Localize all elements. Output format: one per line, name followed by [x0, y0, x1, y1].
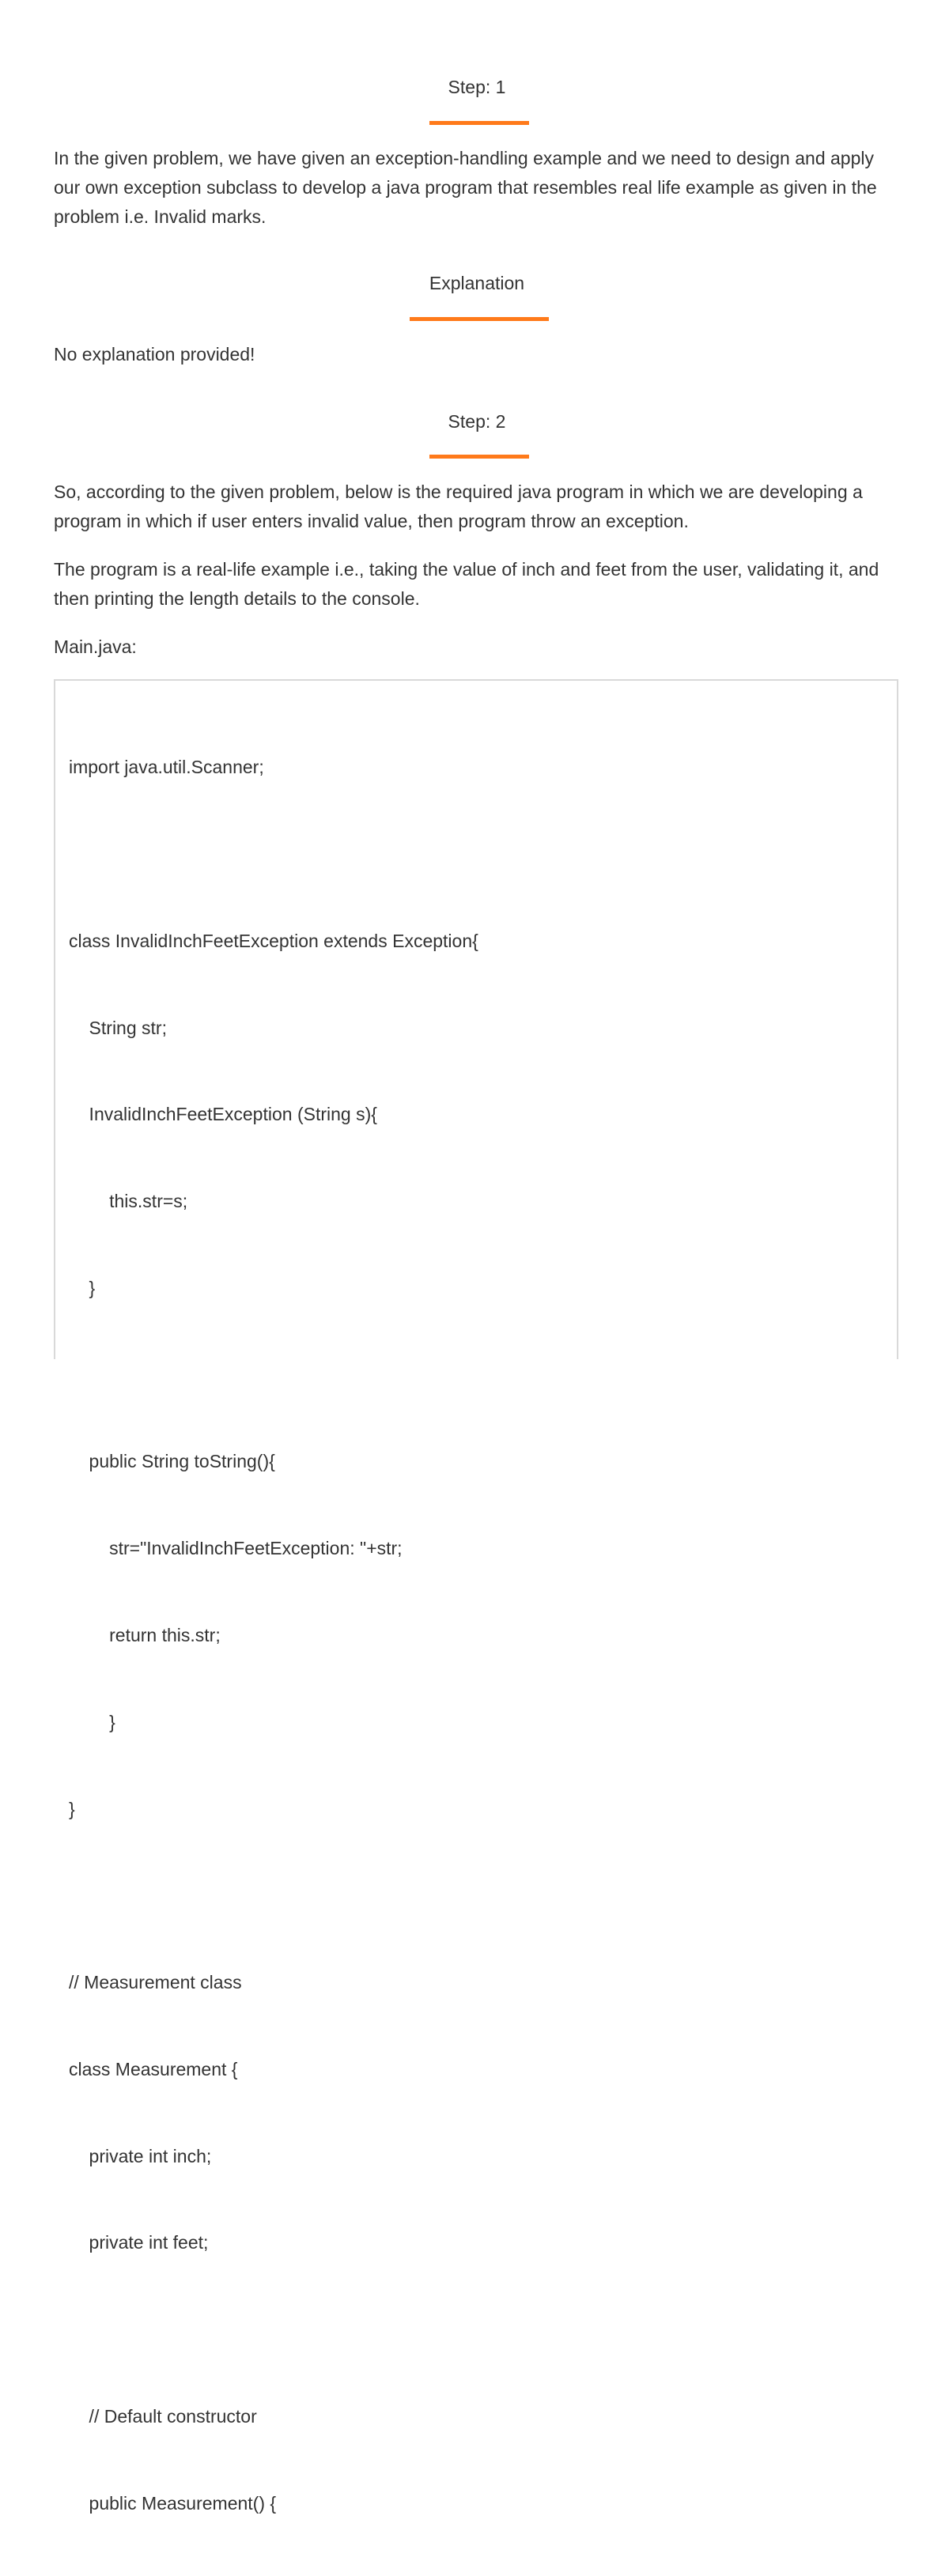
code-line: class Measurement {	[69, 2058, 238, 2079]
code-line: class InvalidInchFeetException extends Exception{	[69, 930, 478, 951]
explanation-underline	[410, 317, 549, 321]
code-line: }	[69, 1711, 115, 1732]
step-2-heading: Step: 2	[448, 411, 506, 432]
code-line: // Measurement class	[69, 1972, 242, 1993]
explanation-text: No explanation provided!	[54, 344, 255, 364]
code-line	[69, 2315, 478, 2344]
explanation-heading: Explanation	[429, 273, 525, 293]
code-line: }	[69, 1277, 96, 1298]
code-line: public Measurement() {	[69, 2492, 277, 2514]
step-1-underline	[429, 121, 529, 125]
code-lines	[69, 695, 478, 2576]
step-1-heading: Step: 1	[448, 77, 506, 97]
code-line: str="InvalidInchFeetException: "+str;	[69, 1538, 403, 1559]
code-line: import java.util.Scanner;	[69, 757, 264, 778]
code-line: this.str=s;	[69, 1191, 188, 1212]
code-line	[69, 1361, 478, 1390]
code-line	[69, 840, 478, 869]
step-2-text-1: So, according to the given problem, below is the required java program in which we are developing a program in which if user enters invalid value, then program throw an exception.	[54, 482, 863, 531]
code-line: public String toString(){	[69, 1451, 275, 1472]
step-2-text-2: The program is a real-life example i.e., taking the value of inch and feet from the user, validating it, and then printing the length details to the console.	[54, 559, 879, 609]
code-line: private int feet;	[69, 2232, 209, 2253]
code-line: private int inch;	[69, 2145, 212, 2166]
code-line: InvalidInchFeetException (String s){	[69, 1104, 377, 1125]
code-line: String str;	[69, 1017, 167, 1038]
code-block	[54, 679, 898, 2514]
code-line: // Default constructor	[69, 2406, 257, 2427]
code-line: }	[69, 1798, 75, 1819]
file-label: Main.java:	[54, 636, 137, 657]
code-line	[69, 1881, 478, 1910]
step-2-underline	[429, 455, 529, 459]
step-1-text: In the given problem, we have given an exception-handling example and we need to design and apply our own exception subclass to develop a java program that resembles real life example as given in the problem i.e. Invalid marks.	[54, 148, 877, 227]
code-line: return this.str;	[69, 1625, 221, 1645]
